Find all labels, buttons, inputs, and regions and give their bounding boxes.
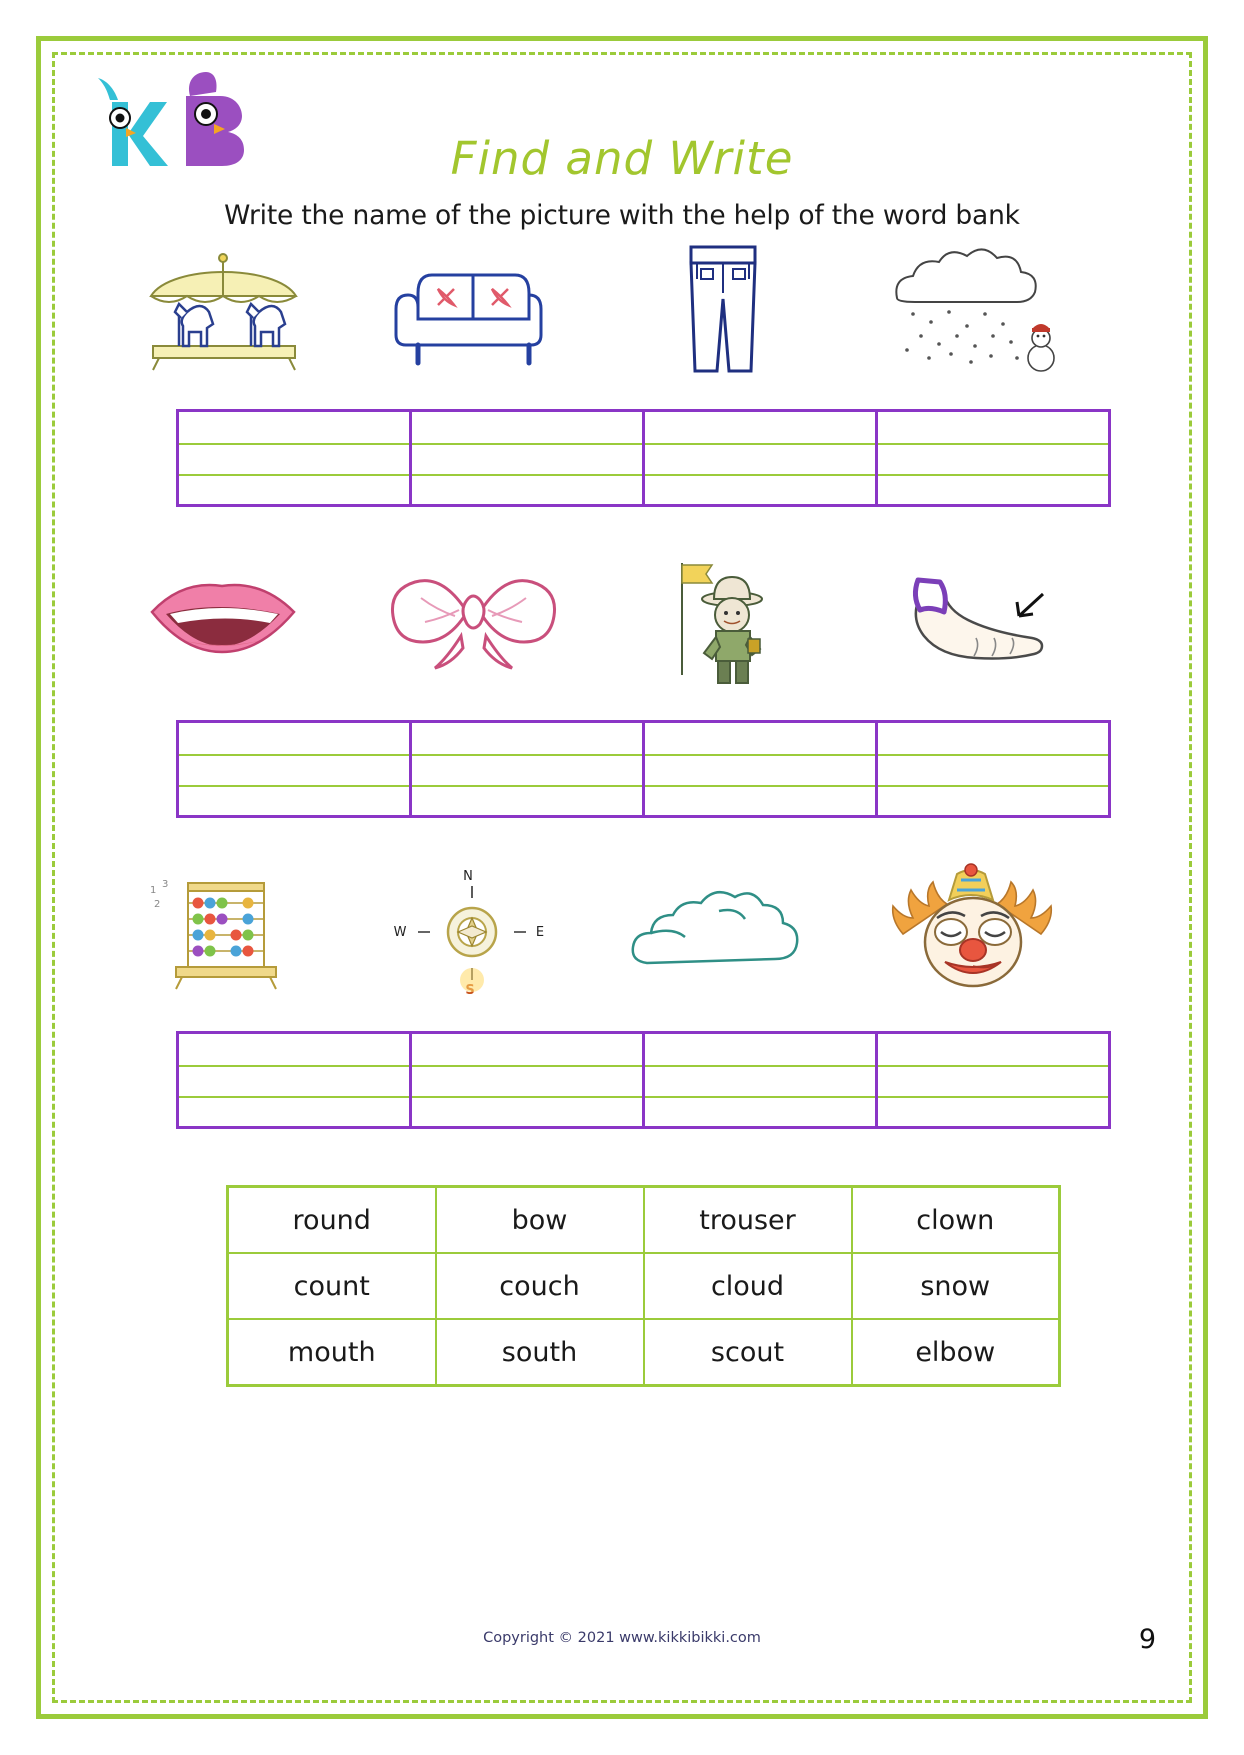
snow-cloud-icon bbox=[848, 232, 1098, 387]
picture-row-1 bbox=[98, 232, 1098, 387]
carousel-icon bbox=[98, 232, 348, 387]
page-footer bbox=[78, 1624, 1166, 1664]
bow-icon bbox=[348, 543, 598, 698]
word-bank-cell[interactable]: south bbox=[436, 1319, 644, 1386]
answer-row-2 bbox=[176, 720, 1111, 818]
abacus-count-icon bbox=[98, 854, 348, 1009]
answer-cell[interactable] bbox=[878, 1034, 1108, 1126]
couch-icon bbox=[348, 232, 598, 387]
answer-row-1 bbox=[176, 409, 1111, 507]
word-bank-cell[interactable]: bow bbox=[436, 1187, 644, 1254]
answer-cell[interactable] bbox=[412, 1034, 645, 1126]
answer-cell[interactable] bbox=[179, 723, 412, 815]
answer-cell[interactable] bbox=[179, 1034, 412, 1126]
clown-icon bbox=[848, 854, 1098, 1009]
page-title: Find and Write bbox=[450, 132, 794, 185]
picture-row-3 bbox=[98, 854, 1098, 1009]
word-bank-cell[interactable]: scout bbox=[644, 1319, 852, 1386]
svg-text:1: 1 bbox=[149, 884, 156, 896]
table-row bbox=[228, 1319, 1060, 1386]
mouth-icon bbox=[98, 543, 348, 698]
elbow-icon bbox=[848, 543, 1098, 698]
answer-row-3 bbox=[176, 1031, 1111, 1129]
copyright-text: Copyright © 2021 www.kikkibikki.com bbox=[483, 1630, 761, 1646]
svg-text:2: 2 bbox=[153, 898, 160, 910]
picture-row-2 bbox=[98, 543, 1098, 698]
answer-cell[interactable] bbox=[645, 412, 878, 504]
worksheet-content bbox=[78, 62, 1166, 1682]
word-bank-cell[interactable]: trouser bbox=[644, 1187, 852, 1254]
scout-icon bbox=[598, 543, 848, 698]
word-bank-cell[interactable]: round bbox=[228, 1187, 436, 1254]
answer-cell[interactable] bbox=[878, 723, 1108, 815]
word-bank-table bbox=[226, 1185, 1061, 1387]
word-bank-cell[interactable]: count bbox=[228, 1253, 436, 1319]
answer-cell[interactable] bbox=[645, 723, 878, 815]
svg-text:E: E bbox=[535, 925, 545, 940]
word-bank-cell[interactable]: cloud bbox=[644, 1253, 852, 1319]
trouser-icon bbox=[598, 232, 848, 387]
svg-text:N: N bbox=[463, 869, 473, 884]
answer-cell[interactable] bbox=[412, 412, 645, 504]
worksheet-header bbox=[78, 62, 1166, 232]
table-row bbox=[228, 1187, 1060, 1254]
svg-text:W: W bbox=[393, 925, 407, 940]
compass-south-icon bbox=[348, 854, 598, 1009]
table-row bbox=[228, 1253, 1060, 1319]
word-bank-cell[interactable]: clown bbox=[852, 1187, 1060, 1254]
cloud-icon bbox=[598, 854, 848, 1009]
word-bank-cell[interactable]: mouth bbox=[228, 1319, 436, 1386]
word-bank-cell[interactable]: elbow bbox=[852, 1319, 1060, 1386]
answer-cell[interactable] bbox=[179, 412, 412, 504]
word-bank-cell[interactable]: couch bbox=[436, 1253, 644, 1319]
word-bank-cell[interactable]: snow bbox=[852, 1253, 1060, 1319]
page-number: 9 bbox=[1138, 1624, 1156, 1655]
answer-cell[interactable] bbox=[878, 412, 1108, 504]
answer-cell[interactable] bbox=[645, 1034, 878, 1126]
answer-cell[interactable] bbox=[412, 723, 645, 815]
instruction-text: Write the name of the picture with the help of the word bank bbox=[224, 200, 1020, 231]
svg-text:3: 3 bbox=[161, 878, 168, 890]
